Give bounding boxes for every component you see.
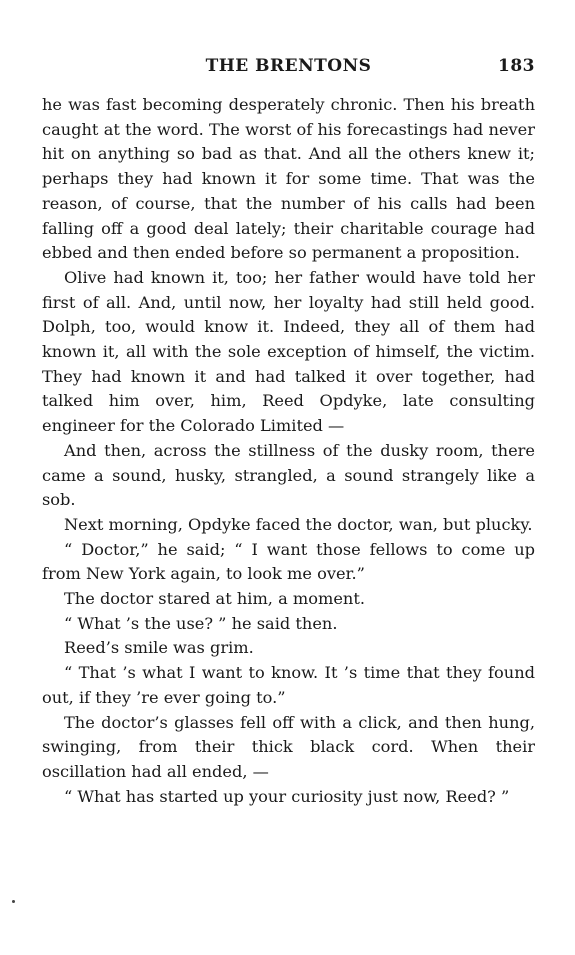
paragraph: The doctor stared at him, a moment. [64, 589, 365, 609]
paragraph: The doctor’s glasses fell off with a click, and then hung, swinging, from their thick black cord. When their oscillation had all ended, — [42, 712, 535, 781]
body-text [42, 93, 535, 809]
paragraph: Olive had known it, too; her father would have told her first of all. And, until now, her loyalty had still held good. Dolph, too, would know it. Indeed, they all of them had known it, all with the sole exception of himself, the victim. They had known it and had talked it over together, had talked him over, him, Reed Opdyke, late consulting engineer for the Colorado Limited — [42, 267, 535, 436]
paragraph: Reed’s smile was grim. [64, 638, 254, 658]
paragraph: he was fast becoming desperately chronic. Then his breath caught at the word. The worst of his forecastings had never hit on anything so bad as that. And all the others knew it; perhaps they had known it for some time. That was the reason, of course, that the number of his calls had been falling off a good deal lately; their charitable courage had ebbed and then ended before so permanent a proposition. [42, 95, 535, 263]
running-title: THE BRENTONS [205, 56, 372, 76]
page-number: 183 [498, 56, 535, 76]
book-page [42, 56, 535, 809]
paragraph: “ What has started up your curiosity just now, Reed? ” [64, 786, 510, 806]
running-head [42, 56, 535, 84]
stray-mark [12, 900, 15, 903]
paragraph: “ What ’s the use? ” he said then. [64, 613, 338, 633]
paragraph: “ That ’s what I want to know. It ’s time that they found out, if they ’re ever going to.” [42, 663, 535, 707]
paragraph: Next morning, Opdyke faced the doctor, wan, but plucky. [64, 514, 533, 534]
paragraph: And then, across the stillness of the dusky room, there came a sound, husky, strangled, a sound strangely like a sob. [42, 440, 535, 510]
paragraph: “ Doctor,” he said; “ I want those fellows to come up from New York again, to look me over.” [42, 539, 535, 584]
